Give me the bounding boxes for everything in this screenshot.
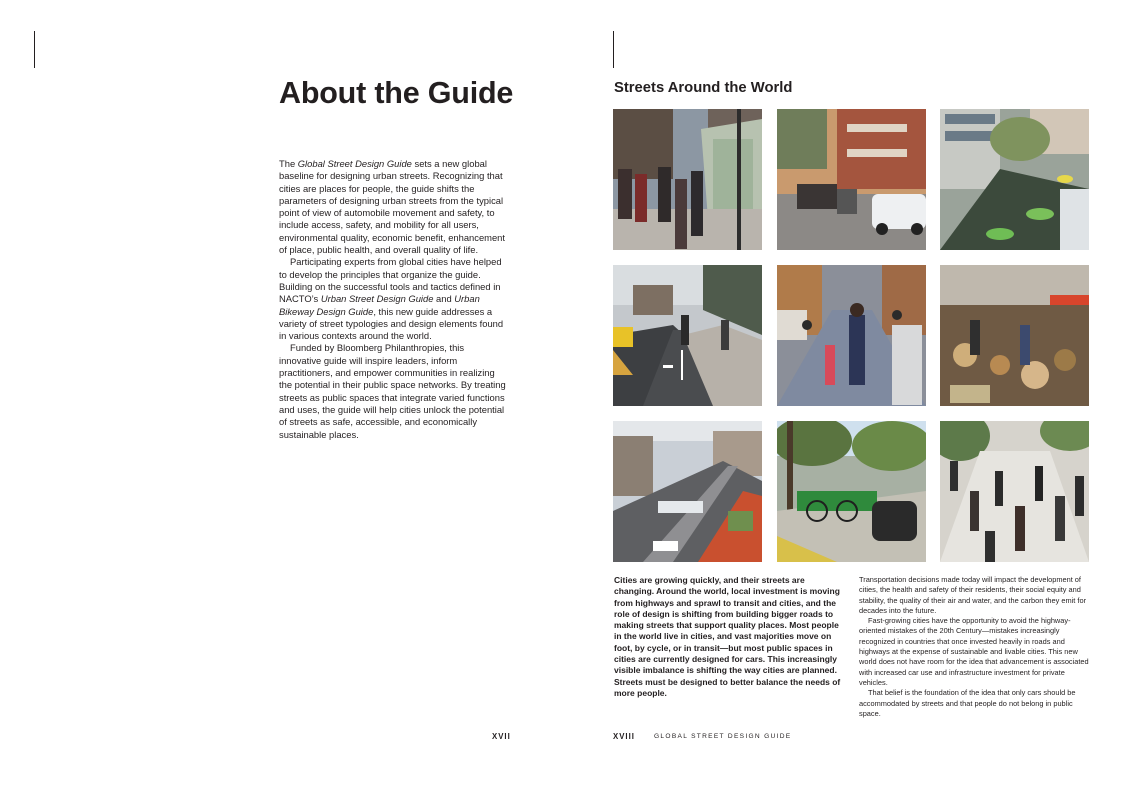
body-text bbox=[859, 575, 1091, 719]
street-photo-market bbox=[940, 265, 1089, 406]
street-photo-balcony-street bbox=[777, 109, 926, 250]
body-paragraph-3: That belief is the foundation of the idea that only cars should be accommodated by streets and that people do not belong in public space. bbox=[859, 688, 1076, 718]
lead-paragraph: Cities are growing quickly, and their streets are changing. Around the world, local investment is moving from highways and sprawl to transit and cities, and the role of design is shifting from building bigger roads to making streets that support quality places. Most people in the world live in cities, and vast majorities move on foot, by cycle, or in transit—but most public spaces in cities are currently designed for cars. This increasingly visible imbalance is shifting the way cities are planned. Streets must be designed to better balance the needs of more people. bbox=[614, 575, 841, 698]
page-title: About the Guide bbox=[279, 76, 514, 110]
street-photo-plaza-aerial bbox=[940, 109, 1089, 250]
page-number-right: XVIII bbox=[613, 732, 635, 741]
street-photo-tram-street bbox=[613, 109, 762, 250]
street-photo-crowded-promenade bbox=[940, 421, 1089, 562]
section-title: Streets Around the World bbox=[614, 80, 793, 96]
photo-grid bbox=[613, 109, 1089, 562]
street-photo-bike-share bbox=[777, 421, 926, 562]
intro-text bbox=[279, 158, 507, 441]
body-paragraph-1: Transportation decisions made today will impact the development of cities, the health and safety of their residents, their social equity and stability, the quality of their air and water, and the carbon they emit for decades into the future. bbox=[859, 575, 1087, 615]
intro-paragraph-2: Participating experts from global cities have helped to develop the principles that organize the guide. Building on the successful tools and tactics defined in NACTO’s Urban Street Design Guide and Urban Bikeway Design Guide, this new guide addresses a variety of street typologies and design elements found in various contexts around the world. bbox=[279, 256, 504, 342]
intro-paragraph-1: The Global Street Design Guide sets a new global baseline for designing urban streets. Recognizing that cities are places for people, the guide shifts the parameters of designing urban streets from the typical point of view of automobile movement and safety, to include access, safety, and mobility for all users, environmental quality, economic benefit, enhancement of place, public health, and overall quality of life. bbox=[279, 158, 506, 256]
street-photo-pedestrian-street bbox=[777, 265, 926, 406]
street-photo-brt-corridor bbox=[613, 421, 762, 562]
running-title: GLOBAL STREET DESIGN GUIDE bbox=[654, 733, 792, 740]
intro-paragraph-3: Funded by Bloomberg Philanthropies, this innovative guide will inspire leaders, inform practitioners, and empower communities in realizing the potential in their public space networks. By treating streets as public spaces that integrate varied functions and uses, the guide will help cities unlock the potential of streets as safe, accessible, and economically sustainable places. bbox=[279, 342, 506, 440]
crop-mark-left bbox=[34, 31, 35, 68]
street-photo-bike-lane bbox=[613, 265, 762, 406]
page-number-left: XVII bbox=[492, 732, 511, 741]
crop-mark-right bbox=[613, 31, 614, 68]
body-paragraph-2: Fast-growing cities have the opportunity to avoid the highway-oriented mistakes of the 20th Century—mistakes increasingly recognized in countries that once invested heavily in roads and highways at the expense of sustainable and livable cities. This new world does not have room for the idea that advancement is associated with increased car use and infrastructure investment for private vehicles. bbox=[859, 616, 1089, 687]
